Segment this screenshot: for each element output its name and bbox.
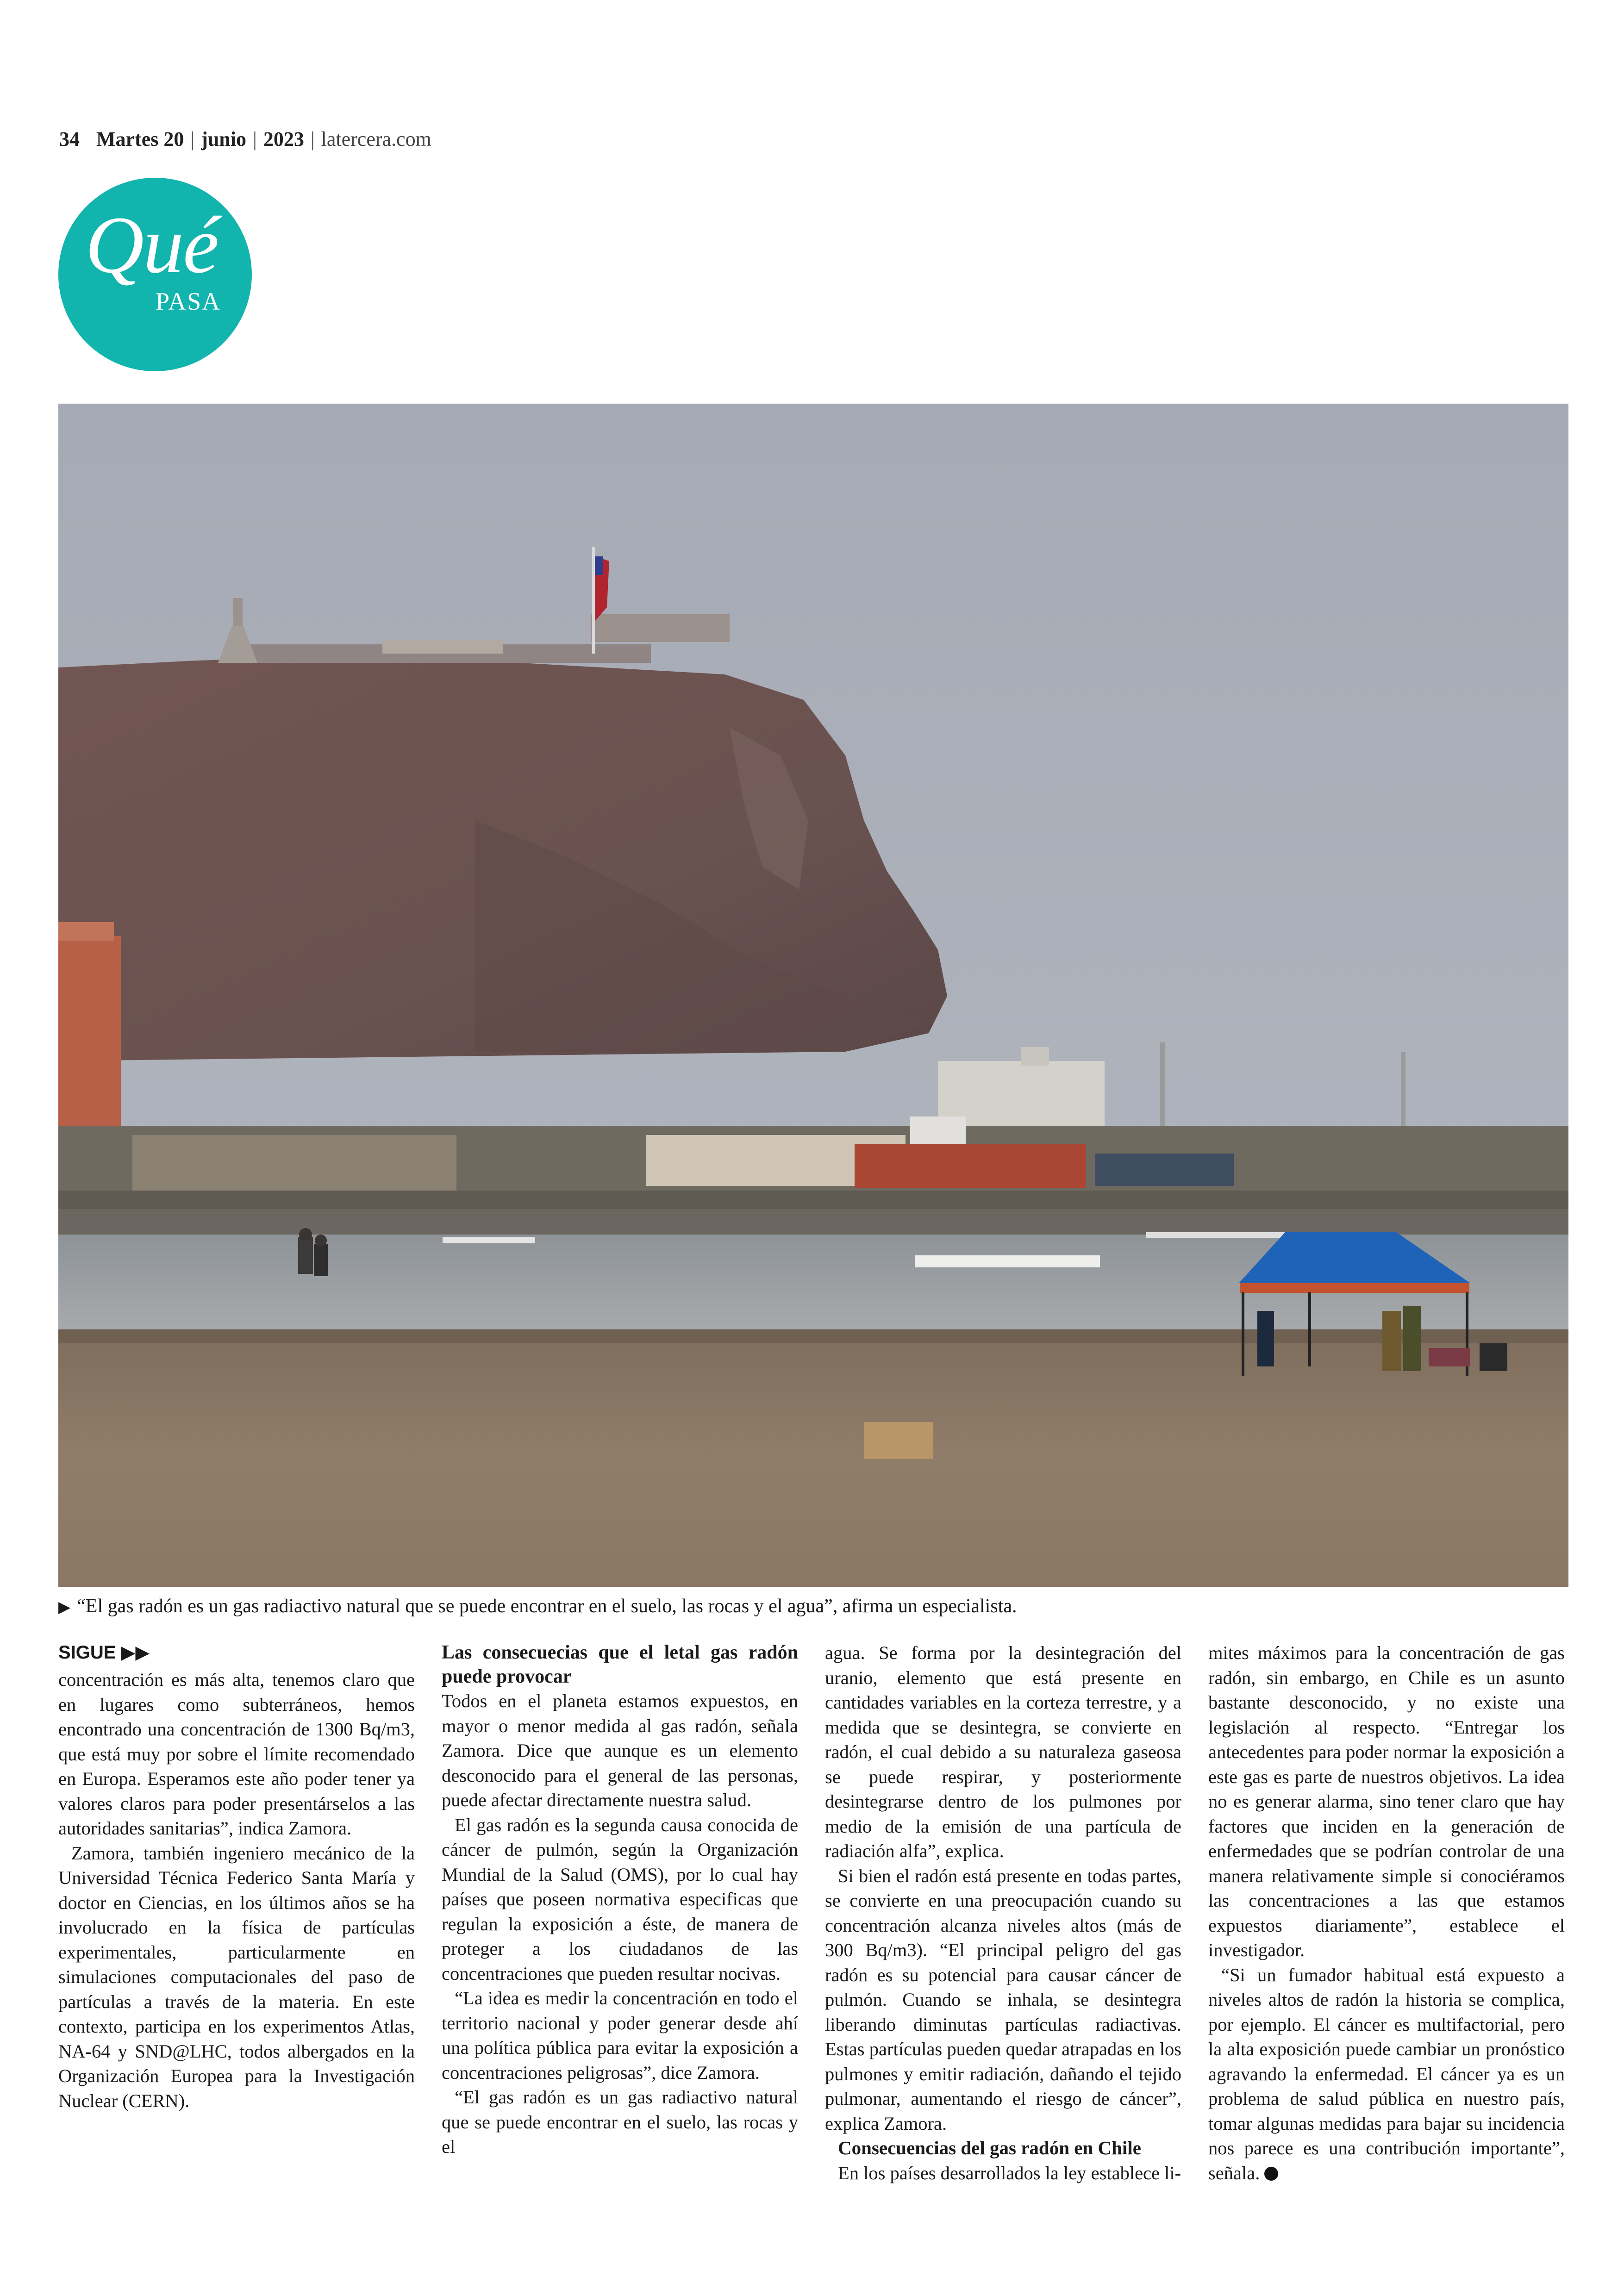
end-mark-icon [1264, 2167, 1278, 2181]
page-number: 34 [59, 127, 80, 150]
caption-arrow-icon: ▶ [58, 1598, 71, 1616]
col2-paragraph: El gas radón es la segunda causa conocida de cáncer de pulmón, según la Organización Mundial de la Salud (OMS), por lo cual hay países que poseen normativa especificas que regulan la exposición a éste, de manera de proteger a los ciudadanos de las concentraciones que pueden resultar nocivas. [442, 1814, 798, 1984]
article-column-3 [825, 1640, 1181, 2185]
col1-paragraph: Zamora, también ingeniero mecánico de la Universidad Técnica Federico Santa María y doctor en Ciencias, en los últimos años se ha involucrado en la física de partículas experimentales, particularmente en simulaciones computacionales del paso de partículas a través de la materia. En este contexto, participa en los experimentos Atlas, NA-64 y SND@LHC, todos albergados en la Organización Europea para la Investigación Nuclear (CERN). [58, 1842, 415, 2111]
col3-paragraph: Si bien el radón está presente en todas partes, se convierte en una preocupación cuando su concentración alcanza niveles altos (más de 300 Bq/m3). “El principal peligro del gas radón es su potencial para causar cáncer de pulmón. Cuando se inhala, se desintegra liberando diminutas partículas radiactivas. Estas partículas pueden quedar atrapadas en los pulmones y emitir radiación, dañando el tejido pulmonar, aumentando el riesgo de cáncer”, explica Zamora. [825, 1865, 1181, 2134]
header-divider: | [253, 127, 257, 150]
subsection-heading: Consecuencias del gas radón en Chile [838, 2137, 1141, 2158]
que-pasa-logo [58, 178, 252, 371]
header-divider: | [310, 127, 315, 150]
col4-last-paragraph: “Si un fumador habitual está expuesto a niveles altos de radón la historia se complica, por ejemplo. El cáncer es multifactorial, pero la alta exposición puede cambiar un pronóstico agravando la enfermedad. El cáncer ya es un problema de salud pública en nuestro país, tomar algunas medidas para bajar su incidencia nos parece es una contribución importante”, señala. [1208, 1964, 1565, 2183]
section-heading: Las consecuecias que el letal gas radón puede provocar [442, 1642, 798, 1687]
article-column-4 [1208, 1640, 1565, 2185]
continues-label: SIGUE ▶▶ [58, 1642, 150, 1663]
header-divider: | [190, 127, 195, 150]
photo-caption [58, 1592, 1568, 1620]
col4-paragraph [1208, 1963, 1565, 2186]
beach-photo [58, 404, 1568, 1587]
article-column-2 [442, 1640, 798, 2159]
logo-main-text: Qué [85, 200, 219, 290]
header-month: junio [201, 127, 247, 150]
header-year: 2023 [263, 127, 304, 150]
header-day: Martes 20 [96, 127, 184, 150]
article-column-1 [58, 1640, 415, 2113]
col1-paragraph: concentración es más alta, tenemos claro que en lugares como subterráneos, hemos encontrado una concentración de 1300 Bq/m3, que está muy por sobre el límite recomendado en Europa. Esperamos este año poder tener ya valores claros para poder presentárselos a las autoridades sanitarias”, indica Zamora. [58, 1669, 415, 1839]
col2-paragraph: “El gas radón es un gas radiactivo natural que se puede encontrar en el suelo, las rocas y el [442, 2087, 798, 2157]
col3-paragraph: agua. Se forma por la desintegración del uranio, elemento que está presente en cantidades variables en la corteza terrestre, y a medida que se desintegra, se convierte en radón, el cual debido a su naturaleza gaseosa se puede respirar, y posteriormente desintegrarse dentro de los pulmones por medio de la emisión de una partícula de radiación alfa”, explica. [825, 1642, 1181, 1861]
logo-sub-text: PASA [156, 287, 221, 315]
caption-text: “El gas radón es un gas radiactivo natural que se puede encontrar en el suelo, las rocas y el agua”, afirma un especialista. [77, 1596, 1017, 1617]
col2-paragraph: Todos en el planeta estamos expuestos, en mayor o menor medida al gas radón, señala Zamora. Dice que aunque es un elemento desconocido para el general de las personas, puede afectar directamente nuestra salud. [442, 1690, 798, 1810]
col2-paragraph: “La idea es medir la concentración en todo el territorio nacional y poder generar desde ahí una política pública para evitar la exposición a concentraciones peligrosas”, dice Zamora. [442, 1988, 798, 2083]
col3-paragraph: En los países desarrollados la ley establece li- [838, 2162, 1181, 2183]
col4-paragraph: mites máximos para la concentración de gas radón, sin embargo, en Chile es un asunto bastante desconocido, y no existe una legislación al respecto. “Entregar los antecedentes para poder normar la exposición a este gas es parte de nuestros objetivos. La idea no es generar alarma, sino tener claro que hay factores que inciden en la generación de enfermedades que se podrían controlar de una manera relativamente simple si conociéramos las concentraciones a las que estamos expuestos diariamente”, establece el investigador. [1208, 1642, 1565, 1960]
header-site[interactable]: latercera.com [321, 127, 431, 150]
page-header [59, 125, 431, 153]
